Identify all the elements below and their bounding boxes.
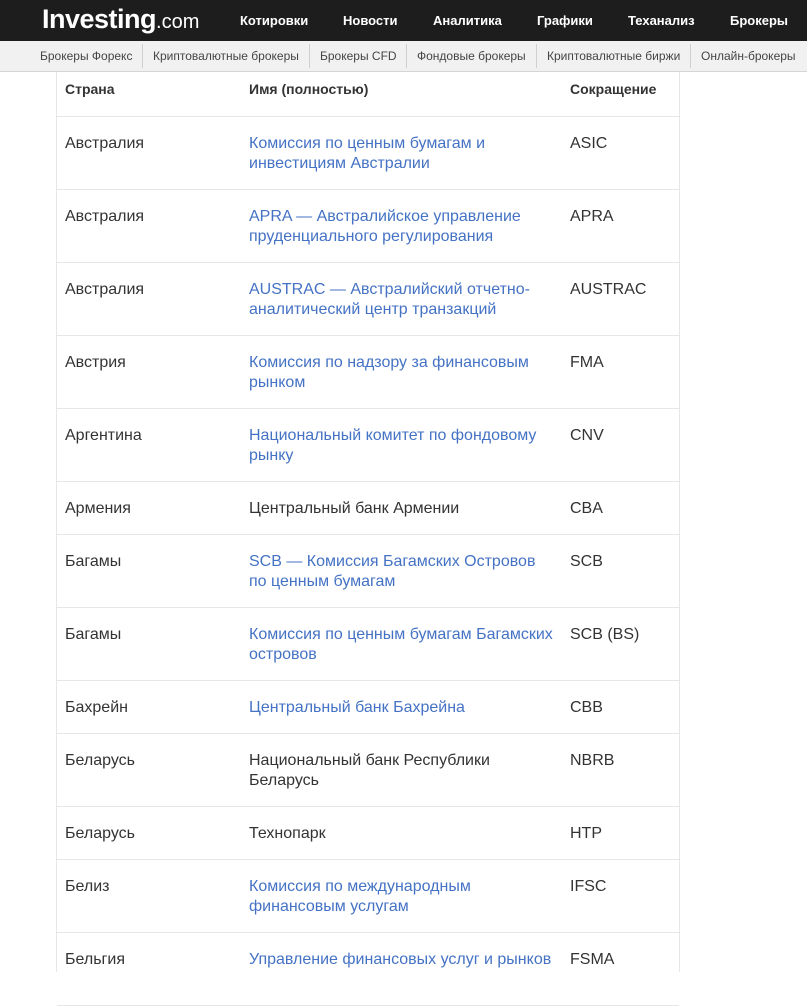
regulator-link[interactable]: Центральный банк Бахрейна <box>249 699 465 716</box>
regulator-link[interactable]: Комиссия по ценным бумагам Багамских островов <box>249 626 553 663</box>
nav-technical[interactable]: Теханализ <box>628 13 695 28</box>
header-full-name[interactable]: Имя (полностью) <box>249 81 369 97</box>
abbreviation-cell: CBB <box>570 699 603 716</box>
nav-analytics[interactable]: Аналитика <box>433 13 502 28</box>
abbreviation-cell: ASIC <box>570 135 608 152</box>
table-row <box>57 409 679 482</box>
country-cell: Беларусь <box>65 752 135 769</box>
subnav-stock-brokers[interactable]: Фондовые брокеры <box>417 49 526 63</box>
table-row <box>57 263 679 336</box>
abbreviation-cell: HTP <box>570 825 602 842</box>
subnav-crypto-brokers[interactable]: Криптовалютные брокеры <box>153 49 299 63</box>
subnav-divider <box>406 44 407 68</box>
subnav-divider <box>309 44 310 68</box>
sub-navigation <box>0 41 807 72</box>
country-cell: Австрия <box>65 354 126 371</box>
regulator-link[interactable]: AUSTRAC — Австралийский отчетно-аналитический центр транзакций <box>249 281 530 318</box>
table-row <box>57 117 679 190</box>
table-row <box>57 608 679 681</box>
country-cell: Австралия <box>65 208 145 225</box>
country-cell: Аргентина <box>65 427 142 444</box>
country-cell: Австралия <box>65 135 145 152</box>
abbreviation-cell: FSMA <box>570 951 615 968</box>
regulator-name: Национальный банк Республики Беларусь <box>249 752 490 789</box>
country-cell: Бельгия <box>65 951 125 968</box>
regulator-link[interactable]: Управление финансовых услуг и рынков <box>249 951 552 968</box>
regulator-link[interactable]: Комиссия по ценным бумагам и инвестициям Австралии <box>249 135 486 172</box>
table-row <box>57 734 679 807</box>
table-header <box>57 72 679 117</box>
abbreviation-cell: SCB <box>570 553 603 570</box>
regulator-link[interactable]: Национальный комитет по фондовому рынку <box>249 427 537 464</box>
table-row <box>57 807 679 860</box>
abbreviation-cell: APRA <box>570 208 614 225</box>
subnav-divider <box>142 44 143 68</box>
subnav-crypto-exchanges[interactable]: Криптовалютные биржи <box>547 49 681 63</box>
nav-charts[interactable]: Графики <box>537 13 593 28</box>
table-row <box>57 190 679 263</box>
header-country[interactable]: Страна <box>65 81 115 97</box>
subnav-divider <box>690 44 691 68</box>
table-row <box>57 860 679 933</box>
subnav-cfd-brokers[interactable]: Брокеры CFD <box>320 49 397 63</box>
country-cell: Беларусь <box>65 825 135 842</box>
table-row <box>57 482 679 535</box>
regulators-table <box>56 72 680 972</box>
country-cell: Белиз <box>65 878 110 895</box>
regulator-link[interactable]: Комиссия по международным финансовым услугам <box>249 878 471 915</box>
subnav-forex-brokers[interactable]: Брокеры Форекс <box>40 49 133 63</box>
table-row <box>57 681 679 734</box>
regulator-link[interactable]: SCB — Комиссия Багамских Островов по ценным бумагам <box>249 553 536 590</box>
nav-quotes[interactable]: Котировки <box>240 13 309 28</box>
regulator-link[interactable]: Комиссия по надзору за финансовым рынком <box>249 354 529 391</box>
country-cell: Бахрейн <box>65 699 128 716</box>
regulator-link[interactable]: APRA — Австралийское управление пруденциального регулирования <box>249 208 521 245</box>
logo-brand: Investing <box>42 4 157 34</box>
country-cell: Австралия <box>65 281 145 298</box>
abbreviation-cell: SCB (BS) <box>570 626 640 643</box>
header-abbreviation[interactable]: Сокращение <box>570 81 657 97</box>
table-row <box>57 336 679 409</box>
abbreviation-cell: FMA <box>570 354 604 371</box>
logo-suffix: .com <box>156 11 200 33</box>
abbreviation-cell: AUSTRAC <box>570 281 647 298</box>
top-navigation-bar <box>0 0 807 41</box>
abbreviation-cell: CNV <box>570 427 604 444</box>
investing-logo[interactable] <box>42 4 199 35</box>
country-cell: Багамы <box>65 626 122 643</box>
abbreviation-cell: NBRB <box>570 752 615 769</box>
abbreviation-cell: IFSC <box>570 878 607 895</box>
table-row <box>57 535 679 608</box>
abbreviation-cell: CBA <box>570 500 603 517</box>
nav-brokers[interactable]: Брокеры <box>730 13 789 28</box>
nav-news[interactable]: Новости <box>343 13 398 28</box>
subnav-divider <box>536 44 537 68</box>
subnav-online-brokers[interactable]: Онлайн-брокеры <box>701 49 796 63</box>
country-cell: Армения <box>65 500 131 517</box>
regulator-name: Центральный банк Армении <box>249 500 460 517</box>
regulator-name: Технопарк <box>249 825 326 842</box>
country-cell: Багамы <box>65 553 122 570</box>
table-row <box>57 933 679 1006</box>
